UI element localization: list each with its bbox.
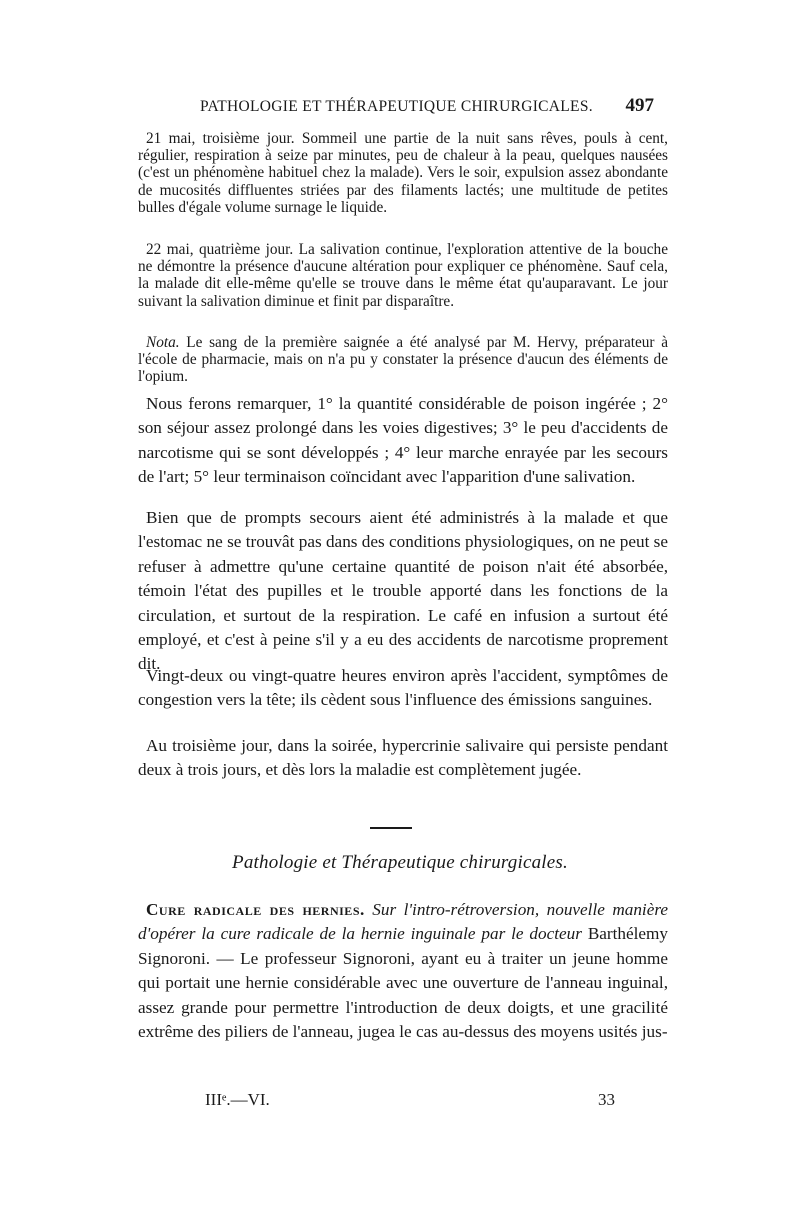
sheet-number: 33: [598, 1090, 615, 1109]
paragraph-remarques: Nous ferons remarquer, 1° la quantité considérable de poison ingérée ; 2° son séjour assez prolongé dans les voies digestives; 3° le peu d'accidents de narcotisme qui se sont développés ; 4° leur marche enrayée par les secours de l'art; 5° leur terminaison coïncidant avec l'apparition d'une salivation.: [138, 394, 668, 487]
paragraph-congestion: Vingt-deux ou vingt-quatre heures environ après l'accident, symptômes de congestion vers la tête; ils cèdent sous l'influence des émissions sanguines.: [138, 666, 668, 710]
article-headword: Cure radicale des hernies.: [146, 900, 365, 919]
article-body: — Le professeur Signoroni, ayant eu à traiter un jeune homme qui portait une hernie considérable avec une ouverture de l'anneau inguinal, assez grande pour permettre l'introduction de deux doigts, et une gracilité extrême des piliers de l'anneau, jugea le cas au-dessus des moyens usités jus-: [138, 948, 668, 1042]
paragraph-21-mai: 21 mai, troisième jour. Sommeil une partie de la nuit sans rêves, pouls à cent, régulier, respiration à seize par minutes, peu de chaleur à la peau, quelques nausées (c'est un phénomène habituel chez la malade). Vers le soir, expulsion assez abondante de mucosités diffluentes striées par des filaments lactés; une multitude de petites bulles d'égale volume surnage le liquide.: [138, 130, 668, 216]
running-title: PATHOLOGIE ET THÉRAPEUTIQUE CHIRURGICALES.: [200, 98, 593, 115]
signature-mark: IIIᵉ.—VI.: [205, 1090, 270, 1109]
article-hernies: [138, 898, 668, 1044]
section-title: Pathologie et Thérapeutique chirurgicales.: [232, 852, 568, 873]
nota-paragraph: [138, 334, 668, 386]
section-divider: [370, 827, 412, 829]
article-author: Barthélemy Signoroni.: [138, 924, 668, 968]
nota-label: Nota.: [146, 334, 180, 351]
page-header: [200, 95, 654, 122]
page-number: 497: [625, 95, 654, 116]
paragraph-secours: Bien que de prompts secours aient été administrés à la malade et que l'estomac ne se trouvât pas dans des conditions physiologiques, on ne peut se refuser à admettre qu'une certaine quantité de poison n'ait été absorbée, témoin l'état des pupilles et le trouble apporté dans les fonctions de la circulation, et surtout de la respiration. Le café en infusion a surtout été employé, et c'est à peine s'il y a eu des accidents de narcotisme proprement dit.: [138, 508, 668, 674]
article-title: Sur l'intro-rétroversion, nouvelle manière d'opérer la cure radicale de la hernie inguinale par le docteur: [138, 900, 668, 944]
paragraph-22-mai: 22 mai, quatrième jour. La salivation continue, l'exploration attentive de la bouche ne démontre la présence d'aucune altération pour expliquer ce phénomène. Sauf cela, la malade dit elle-même qu'elle se trouve dans le même état qu'auparavant. Le jour suivant la salivation diminue et finit par disparaître.: [138, 241, 668, 310]
nota-text: Le sang de la première saignée a été analysé par M. Hervy, préparateur à l'école de pharmacie, mais on n'a pu y constater la présence d'aucun des éléments de l'opium.: [138, 334, 668, 386]
paragraph-salivation: Au troisième jour, dans la soirée, hypercrinie salivaire qui persiste pendant deux à trois jours, et dès lors la maladie est complètement jugée.: [138, 736, 668, 780]
